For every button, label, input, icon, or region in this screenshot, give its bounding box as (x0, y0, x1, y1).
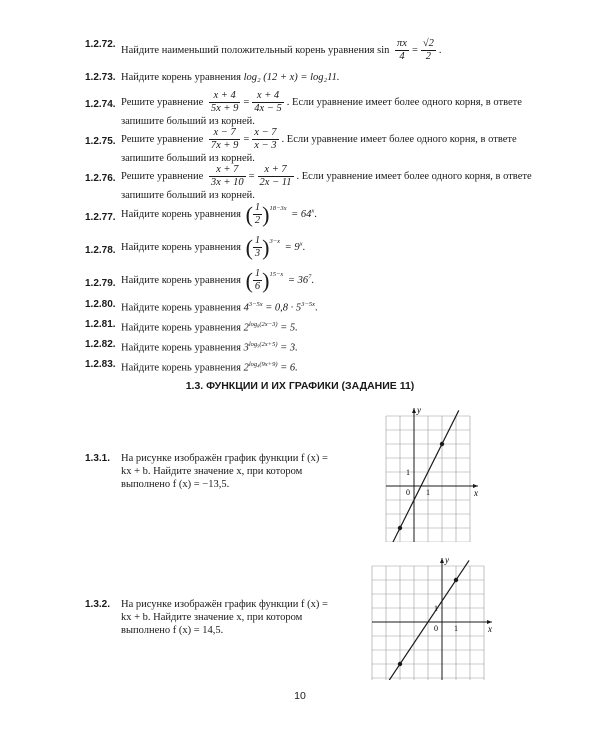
graph-point (398, 526, 402, 530)
problem-text: Найдите корень уравнения $4^{3-5x} = 0,8 \cdot 5^{3-5x}$. (121, 301, 318, 314)
problem-text: Найдите корень уравнения log₂ (12 + x) = log₂11. (121, 72, 340, 83)
y-unit-label: 1 (434, 604, 438, 613)
problem-1-2-76 (85, 164, 560, 202)
problem-1-2-83 (85, 358, 560, 375)
problem-number: 1.2.76. (85, 173, 116, 184)
origin-label: 0 (434, 624, 438, 633)
problem-text: Найдите наименьший положительный корень уравнения sin $\frac{\pi x}{4}$ = $\frac{√2}{2}$ . (121, 38, 442, 62)
axes (372, 558, 492, 680)
problem-number: 1.2.79. (85, 278, 116, 289)
graph-point (454, 578, 458, 582)
y-unit-label: 1 (406, 468, 410, 477)
y-axis-label: y (445, 556, 449, 565)
page-number: 10 (294, 690, 306, 702)
section-title: 1.3. ФУНКЦИИ И ИХ ГРАФИКИ (ЗАДАНИЕ 11) (185, 380, 415, 392)
problem-1-2-77 (85, 202, 560, 227)
problem-number: 1.2.83. (85, 359, 116, 370)
problem-number: 1.2.74. (85, 99, 116, 110)
graph-point (398, 662, 402, 666)
problem-number: 1.2.72. (85, 39, 116, 50)
y-axis-arrow (440, 558, 444, 563)
problem-1-2-80 (85, 298, 560, 315)
problem-number: 1.3.2. (85, 599, 111, 610)
problem-number: 1.2.77. (85, 212, 116, 223)
problem-text: На рисунке изображён график функции f (x) = kx + b. Найдите значение x, при котором выполнено f (x) = 14,5. (121, 599, 328, 636)
y-axis-label: y (417, 405, 421, 415)
problem-number: 1.3.1. (85, 453, 111, 464)
problem-1-2-81 (85, 318, 560, 335)
problem-text: Найдите корень уравнения $2^{log_4(9x+9)} = 6$. (121, 361, 298, 374)
problem-number: 1.2.73. (85, 72, 116, 83)
problem-text: Найдите корень уравнения ( $\frac{1}{6}$ ) $^{15-x}$ = $36^7$. (121, 267, 314, 293)
x-unit-label: 1 (454, 624, 458, 633)
problem-text: Найдите корень уравнения $2^{log_8(2x-3)} = 5$. (121, 321, 298, 334)
problem-1-2-78 (85, 235, 560, 260)
problem-1-2-82 (85, 338, 560, 355)
graph-point (440, 442, 444, 446)
y-axis-arrow (412, 408, 416, 413)
x-axis-label: x (474, 488, 478, 498)
x-unit-label: 1 (426, 488, 430, 497)
graph-1-3-2 (366, 556, 496, 680)
problem-text: Найдите корень уравнения ( $\frac{1}{3}$ ) $^{3-x}$ = $9^x$. (121, 234, 306, 260)
problem-text: Найдите корень уравнения $3^{log_9(2x+5)} = 3$. (121, 341, 298, 354)
problem-number: 1.2.75. (85, 136, 116, 147)
problem-number: 1.2.78. (85, 245, 116, 256)
function-graph (378, 560, 469, 680)
problem-number: 1.2.81. (85, 319, 116, 330)
problem-1-2-75 (85, 127, 560, 165)
graph-1-3-1 (370, 402, 490, 542)
problem-text: Найдите корень уравнения ( $\frac{1}{2}$ ) $^{18-3x}$ = $64^x$. (121, 201, 317, 227)
problem-1-2-73 (85, 71, 560, 84)
problem-1-2-72 (85, 38, 560, 63)
problem-1-3-2 (85, 598, 340, 637)
problem-number: 1.2.80. (85, 299, 116, 310)
problem-1-3-1 (85, 452, 340, 491)
problem-1-2-79 (85, 268, 560, 293)
origin-label: 0 (406, 488, 410, 497)
x-axis-label: x (488, 624, 492, 634)
problem-text: Решите уравнение $\frac{x + 7}{3x + 10}$ = $\frac{x + 7}{2x - 11}$ . Если уравнение имеет более одного корня, в ответе запишите больший из корней. (121, 164, 532, 201)
problem-text: На рисунке изображён график функции f (x) = kx + b. Найдите значение x, при котором выполнено f (x) = −13,5. (121, 453, 328, 490)
problem-number: 1.2.82. (85, 339, 116, 350)
problem-1-2-74 (85, 90, 560, 128)
problem-text: Решите уравнение $\frac{x - 7}{7x + 9}$ = $\frac{x - 7}{x - 3}$ . Если уравнение имеет более одного корня, в ответе запишите больший из корней. (121, 127, 517, 164)
problem-text: Решите уравнение $\frac{x + 4}{5x + 9}$ = $\frac{x + 4}{4x - 5}$ . Если уравнение имеет более одного корня, в ответе запишите больший из корней. (121, 90, 522, 127)
grid (386, 416, 470, 542)
